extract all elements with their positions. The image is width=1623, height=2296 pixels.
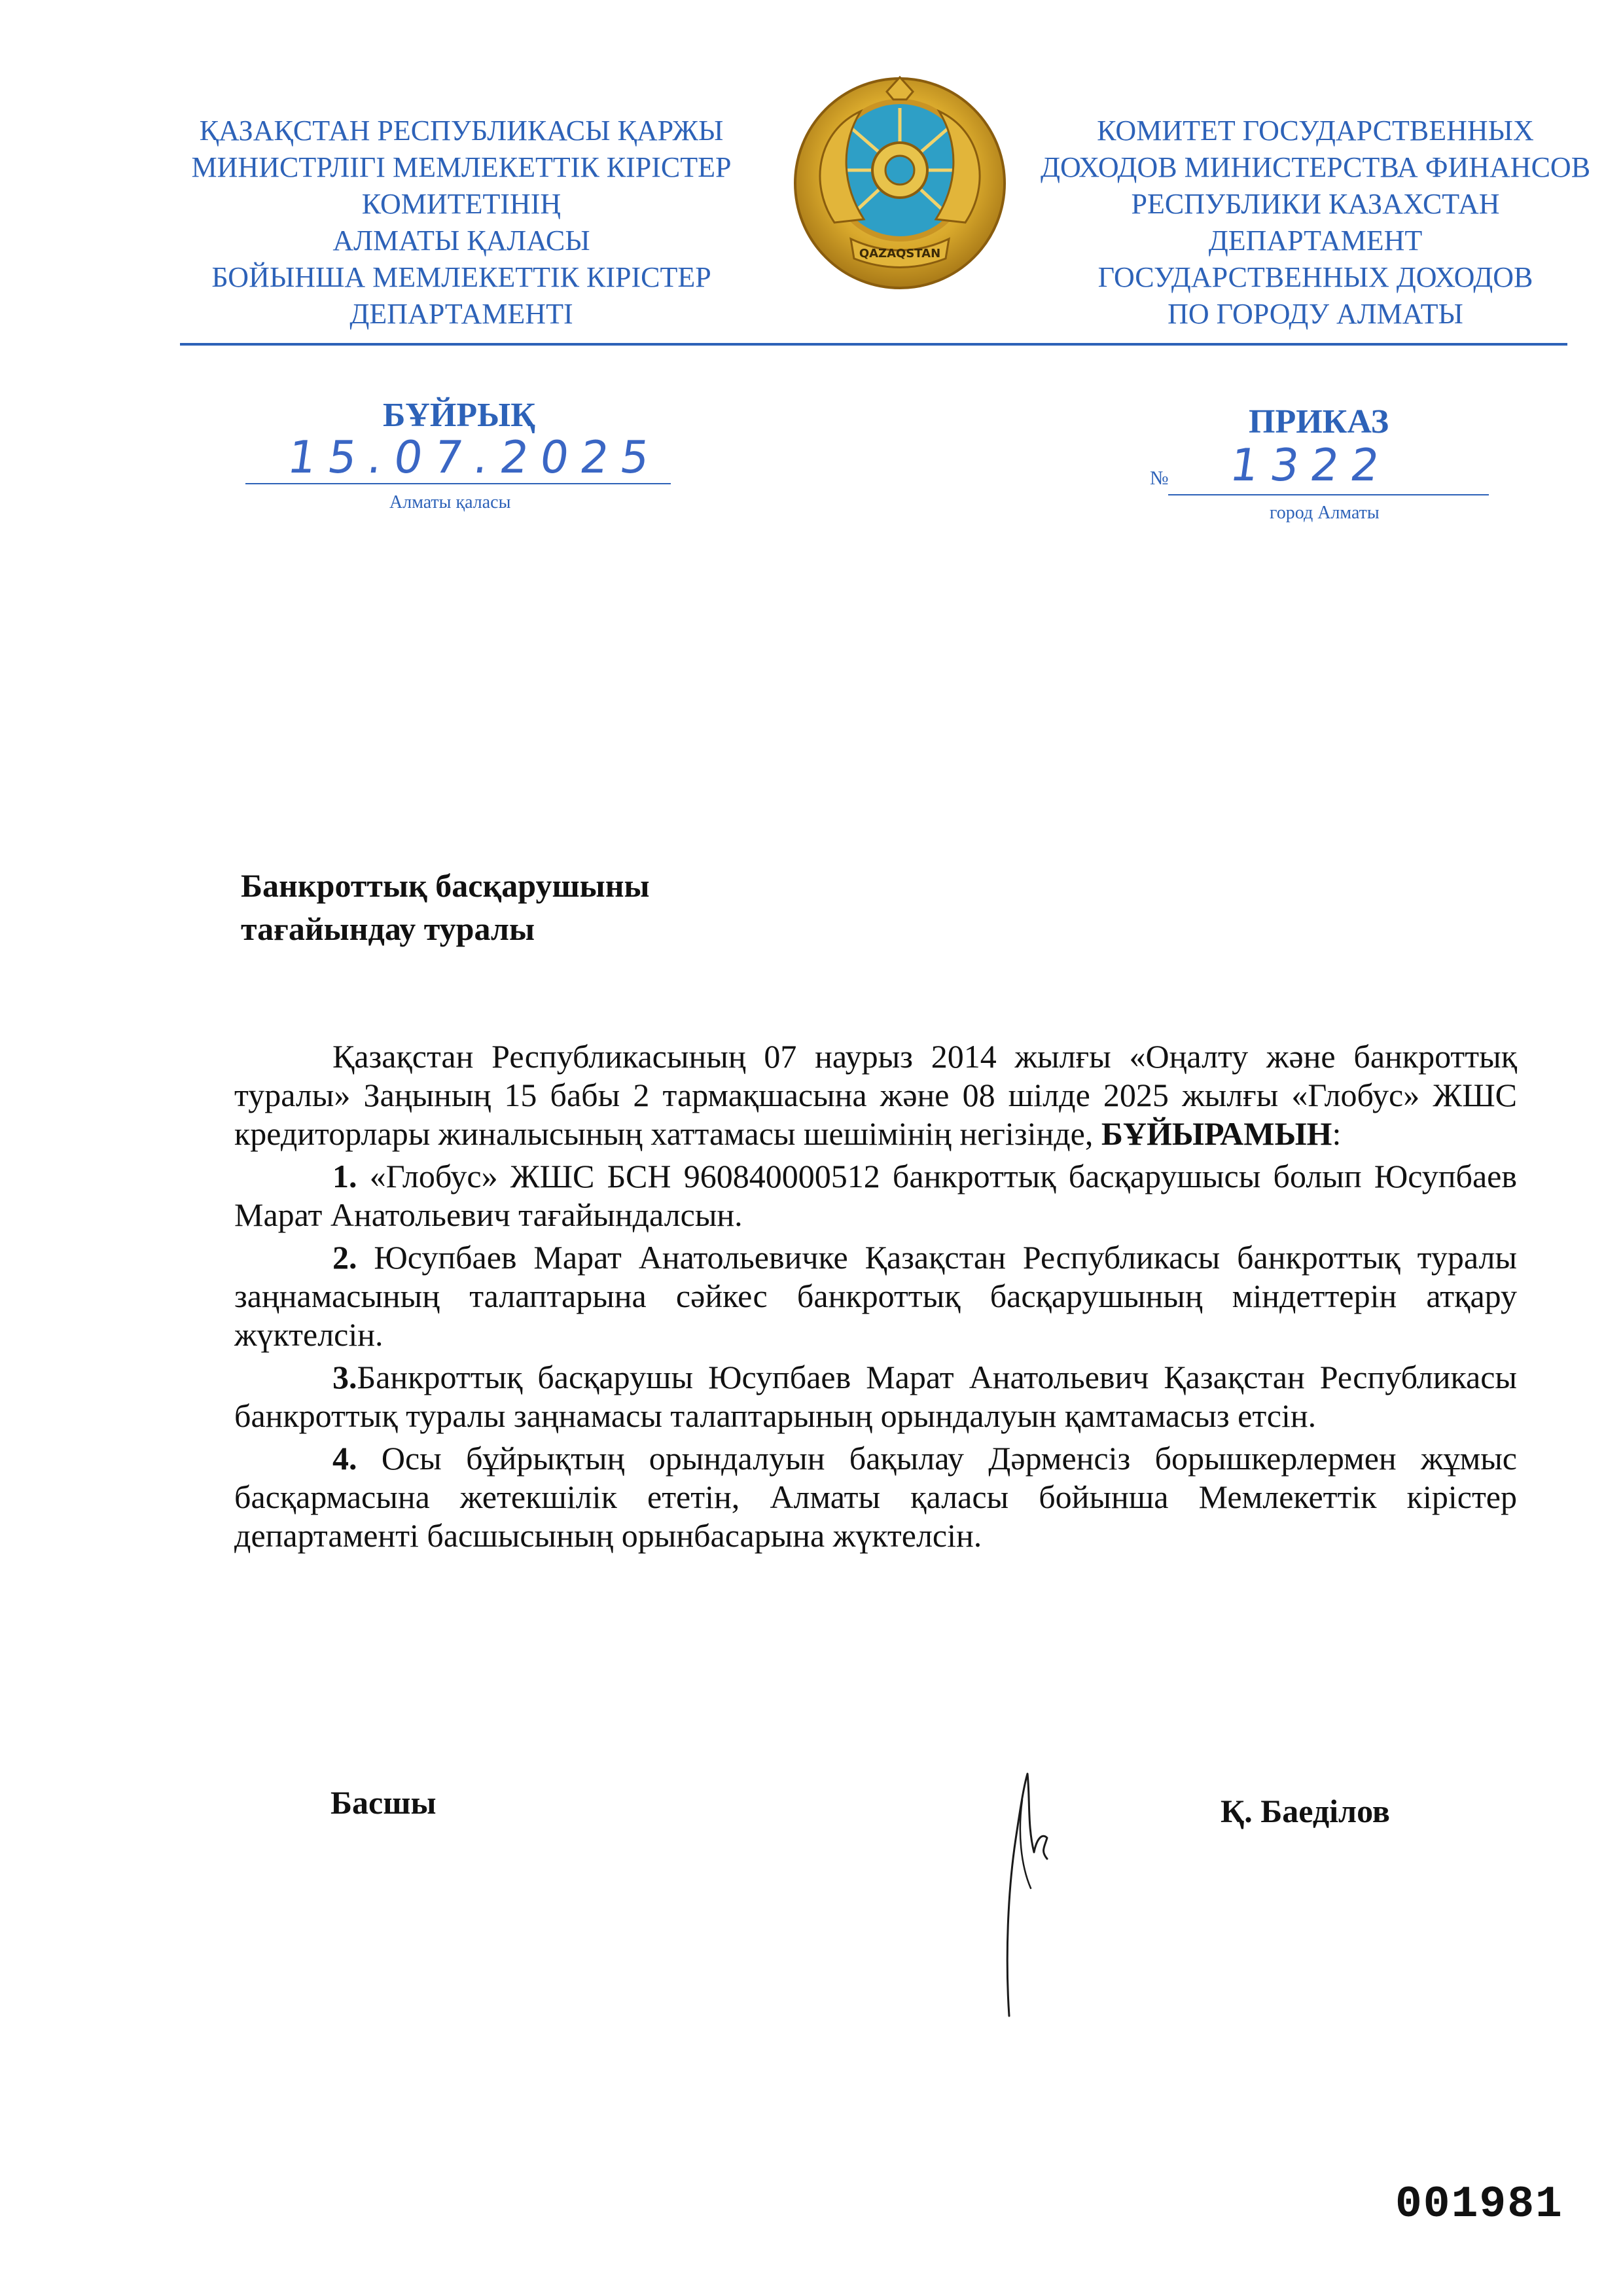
org-kz-line: БОЙЫНША МЕМЛЕКЕТТІК КІРІСТЕР — [211, 261, 711, 293]
org-name-ru — [1027, 113, 1603, 332]
org-ru-line: ГОСУДАРСТВЕННЫХ ДОХОДОВ — [1097, 261, 1533, 293]
order-number: 1322 — [1226, 440, 1395, 492]
order-word: БҰЙЫРАМЫН — [1101, 1115, 1332, 1152]
order-type-ru: ПРИКАЗ — [1249, 403, 1389, 440]
item-text: «Глобус» ЖШС БСН 960840000512 банкроттық басқарушысы болып Юсупбаев Марат Анатольевич тағайындалсын. — [234, 1158, 1517, 1233]
preamble-text: Қазақстан Республикасының 07 наурыз 2014 жылғы «Оңалту және банкроттық туралы» Заңының 15 бабы 2 тармақшасына және 08 шілде 2025 жылғы «Глобус» ЖШС кредиторлары жиналысының хаттамасы шешімінің негізінде, — [234, 1038, 1517, 1152]
city-caption-ru: город Алматы — [1270, 503, 1380, 523]
item-text: Юсупбаев Марат Анатольевичке Қазақстан Республикасы банкроттық туралы заңнамасының талаптарына сәйкес банкроттық басқарушының міндеттерін атқару жүктелсін. — [234, 1239, 1517, 1353]
order-type-kz: БҰЙРЫҚ — [383, 397, 535, 434]
org-kz-line: МИНИСТРЛІГІ МЕМЛЕКЕТТІК КІРІСТЕР — [191, 151, 732, 183]
state-emblem-icon — [789, 72, 1011, 295]
order-date: 15.07.2025 — [284, 432, 664, 484]
org-kz-line: ҚАЗАҚСТАН РЕСПУБЛИКАСЫ ҚАРЖЫ — [199, 115, 724, 147]
subject-line: Банкроттық басқарушыны — [241, 867, 650, 904]
signatory-name: Қ. Баеділов — [1221, 1793, 1390, 1829]
order-colon: : — [1332, 1115, 1342, 1152]
number-underline — [1168, 494, 1489, 495]
number-sign: № — [1150, 467, 1169, 489]
org-kz-line: КОМИТЕТІНІҢ — [361, 188, 562, 220]
org-ru-line: РЕСПУБЛИКИ КАЗАХСТАН — [1131, 188, 1500, 220]
signatory-title: Басшы — [330, 1784, 437, 1821]
emblem-label: QAZAQSTAN — [859, 247, 941, 260]
org-ru-line: ДЕПАРТАМЕНТ — [1208, 224, 1423, 257]
item-text: Осы бұйрықтың орындалуын бақылау Дәрменсіз борышкерлермен жұмыс басқармасына жетекшілік ететін, Алматы қаласы бойынша Мемлекеттік кірістер департаменті басшысының орынбасарына жүктелсін. — [234, 1440, 1517, 1554]
header-divider — [180, 343, 1567, 346]
order-item — [234, 1157, 1517, 1234]
org-ru-line: КОМИТЕТ ГОСУДАРСТВЕННЫХ — [1097, 115, 1534, 147]
serial-number: 001981 — [1395, 2179, 1563, 2230]
order-item — [234, 1238, 1517, 1354]
item-text: Банкроттық басқарушы Юсупбаев Марат Анатольевич Қазақстан Республикасы банкроттық туралы заңнамасы талаптарының орындалуын қамтамасыз етсін. — [234, 1359, 1517, 1434]
item-number: 1. — [332, 1158, 357, 1194]
org-ru-line: ДОХОДОВ МИНИСТЕРСТВА ФИНАНСОВ — [1040, 151, 1591, 183]
handwritten-signature — [982, 1761, 1113, 2022]
date-underline — [245, 483, 671, 484]
order-item — [234, 1439, 1517, 1555]
item-number: 4. — [332, 1440, 357, 1477]
order-item — [234, 1358, 1517, 1435]
order-body — [234, 1037, 1517, 1559]
city-caption-kz: Алматы қаласы — [389, 492, 511, 512]
order-subject — [241, 864, 650, 950]
org-ru-line: ПО ГОРОДУ АЛМАТЫ — [1168, 298, 1463, 330]
preamble-paragraph — [234, 1037, 1517, 1153]
org-kz-line: АЛМАТЫ ҚАЛАСЫ — [332, 224, 590, 257]
org-name-kz — [151, 113, 772, 332]
org-kz-line: ДЕПАРТАМЕНТІ — [349, 298, 573, 330]
item-number: 3. — [332, 1359, 357, 1395]
item-number: 2. — [332, 1239, 357, 1276]
subject-line: тағайындау туралы — [241, 910, 535, 947]
